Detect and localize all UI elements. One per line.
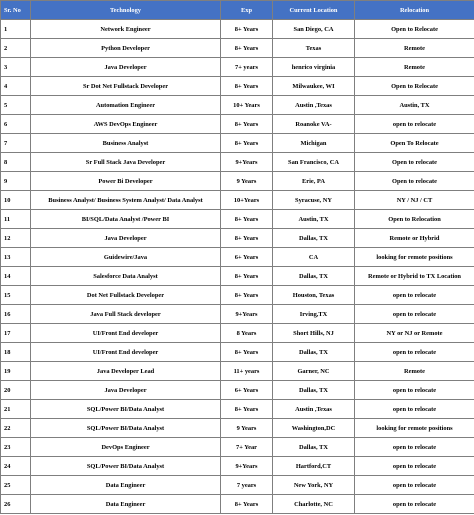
cell-exp: 6+ Years — [221, 248, 273, 267]
table-row — [1, 438, 474, 457]
table-header — [1, 1, 474, 20]
cell-current-location: New York, NY — [273, 476, 355, 495]
cell-sr-no: 9 — [1, 172, 31, 191]
cell-technology: SQL/Power BI/Data Analyst — [31, 457, 221, 476]
cell-exp: 8+ Years — [221, 267, 273, 286]
cell-relocation: open to relocate — [355, 381, 474, 400]
table-row — [1, 115, 474, 134]
cell-sr-no: 26 — [1, 495, 31, 514]
cell-sr-no: 5 — [1, 96, 31, 115]
table-row — [1, 172, 474, 191]
cell-relocation: Remote — [355, 39, 474, 58]
cell-technology: Network Engineer — [31, 20, 221, 39]
header-technology: Technology — [31, 1, 221, 20]
header-exp: Exp — [221, 1, 273, 20]
table-row — [1, 305, 474, 324]
table-row — [1, 267, 474, 286]
cell-sr-no: 16 — [1, 305, 31, 324]
cell-relocation: open to relocate — [355, 115, 474, 134]
cell-technology: Java Full Stack developer — [31, 305, 221, 324]
cell-relocation: Remote — [355, 362, 474, 381]
cell-exp: 11+ years — [221, 362, 273, 381]
cell-sr-no: 24 — [1, 457, 31, 476]
cell-technology: Data Engineer — [31, 476, 221, 495]
cell-technology: Sr Dot Net Fullstack Developer — [31, 77, 221, 96]
cell-sr-no: 6 — [1, 115, 31, 134]
cell-technology: Data Engineer — [31, 495, 221, 514]
table-row — [1, 77, 474, 96]
table-row — [1, 343, 474, 362]
cell-sr-no: 1 — [1, 20, 31, 39]
cell-sr-no: 10 — [1, 191, 31, 210]
cell-technology: Dot Net Fullstack Developer — [31, 286, 221, 305]
cell-relocation: looking for remote positions — [355, 419, 474, 438]
cell-sr-no: 14 — [1, 267, 31, 286]
cell-current-location: Texas — [273, 39, 355, 58]
cell-relocation: Remote or Hybrid to TX Location — [355, 267, 474, 286]
cell-exp: 8+ Years — [221, 134, 273, 153]
cell-exp: 8+ Years — [221, 229, 273, 248]
cell-current-location: Milwaukee, WI — [273, 77, 355, 96]
cell-sr-no: 15 — [1, 286, 31, 305]
cell-relocation: Open to Relocate — [355, 77, 474, 96]
table-row — [1, 248, 474, 267]
cell-relocation: Open to relocate — [355, 172, 474, 191]
cell-exp: 9 Years — [221, 172, 273, 191]
cell-technology: Java Developer — [31, 229, 221, 248]
cell-exp: 8+ Years — [221, 39, 273, 58]
cell-current-location: San Francisco, CA — [273, 153, 355, 172]
cell-sr-no: 23 — [1, 438, 31, 457]
cell-current-location: henrico virginia — [273, 58, 355, 77]
table-row — [1, 96, 474, 115]
cell-current-location: Erie, PA — [273, 172, 355, 191]
cell-technology: UI/Front End developer — [31, 343, 221, 362]
cell-relocation: open to relocate — [355, 476, 474, 495]
cell-technology: AWS DevOps Engineer — [31, 115, 221, 134]
cell-relocation: open to relocate — [355, 438, 474, 457]
cell-technology: SQL/Power BI/Data Analyst — [31, 400, 221, 419]
table-row — [1, 362, 474, 381]
cell-relocation: open to relocate — [355, 286, 474, 305]
cell-current-location: Syracuse, NY — [273, 191, 355, 210]
cell-sr-no: 18 — [1, 343, 31, 362]
cell-sr-no: 2 — [1, 39, 31, 58]
cell-exp: 9+Years — [221, 305, 273, 324]
cell-relocation: Remote or Hybrid — [355, 229, 474, 248]
cell-current-location: Houston, Texas — [273, 286, 355, 305]
cell-exp: 8 Years — [221, 324, 273, 343]
cell-sr-no: 19 — [1, 362, 31, 381]
cell-technology: BI/SQL/Data Analyst /Power BI — [31, 210, 221, 229]
table-row — [1, 286, 474, 305]
table-row — [1, 495, 474, 514]
cell-relocation: NY / NJ / CT — [355, 191, 474, 210]
cell-relocation: Open To Relocate — [355, 134, 474, 153]
cell-sr-no: 22 — [1, 419, 31, 438]
cell-sr-no: 21 — [1, 400, 31, 419]
cell-exp: 9+Years — [221, 457, 273, 476]
cell-current-location: Dallas, TX — [273, 229, 355, 248]
cell-current-location: Charlotte, NC — [273, 495, 355, 514]
cell-relocation: open to relocate — [355, 343, 474, 362]
cell-exp: 7+ years — [221, 58, 273, 77]
header-current-location: Current Location — [273, 1, 355, 20]
cell-exp: 8+ Years — [221, 20, 273, 39]
cell-relocation: open to relocate — [355, 495, 474, 514]
cell-technology: SQL/Power BI/Data Analyst — [31, 419, 221, 438]
table-row — [1, 419, 474, 438]
header-row — [1, 1, 474, 20]
cell-current-location: Dallas, TX — [273, 343, 355, 362]
cell-technology: Guidewire/Java — [31, 248, 221, 267]
cell-current-location: Dallas, TX — [273, 267, 355, 286]
table-row — [1, 476, 474, 495]
cell-exp: 8+ Years — [221, 286, 273, 305]
header-sr-no: Sr. No — [1, 1, 31, 20]
cell-relocation: open to relocate — [355, 457, 474, 476]
table-row — [1, 39, 474, 58]
cell-technology: UI/Front End developer — [31, 324, 221, 343]
table-row — [1, 210, 474, 229]
cell-relocation: Remote — [355, 58, 474, 77]
cell-relocation: Austin, TX — [355, 96, 474, 115]
cell-technology: Power Bi Developer — [31, 172, 221, 191]
cell-relocation: Open to relocate — [355, 153, 474, 172]
cell-current-location: CA — [273, 248, 355, 267]
cell-technology: Business Analyst — [31, 134, 221, 153]
cell-relocation: NY or NJ or Remote — [355, 324, 474, 343]
cell-sr-no: 4 — [1, 77, 31, 96]
cell-exp: 8+ Years — [221, 495, 273, 514]
cell-sr-no: 7 — [1, 134, 31, 153]
cell-current-location: Washington,DC — [273, 419, 355, 438]
cell-current-location: Short Hills, NJ — [273, 324, 355, 343]
table-row — [1, 191, 474, 210]
cell-exp: 8+ Years — [221, 115, 273, 134]
cell-current-location: Michigan — [273, 134, 355, 153]
table-body — [1, 20, 474, 514]
cell-exp: 8+ Years — [221, 210, 273, 229]
cell-exp: 8+ Years — [221, 343, 273, 362]
cell-current-location: Irving,TX — [273, 305, 355, 324]
table-row — [1, 324, 474, 343]
cell-relocation: Open to Relocation — [355, 210, 474, 229]
cell-exp: 7+ Year — [221, 438, 273, 457]
cell-exp: 7 years — [221, 476, 273, 495]
table-row — [1, 134, 474, 153]
cell-sr-no: 12 — [1, 229, 31, 248]
cell-exp: 10+Years — [221, 191, 273, 210]
header-relocation: Relocation — [355, 1, 474, 20]
table-row — [1, 20, 474, 39]
cell-current-location: Hartford,CT — [273, 457, 355, 476]
cell-current-location: Austin, TX — [273, 210, 355, 229]
cell-technology: Sr Full Stack Java Developer — [31, 153, 221, 172]
cell-technology: Java Developer Lead — [31, 362, 221, 381]
cell-relocation: Open to Relocate — [355, 20, 474, 39]
cell-sr-no: 3 — [1, 58, 31, 77]
table-row — [1, 457, 474, 476]
cell-current-location: Roanoke VA- — [273, 115, 355, 134]
cell-exp: 8+ Years — [221, 77, 273, 96]
cell-sr-no: 13 — [1, 248, 31, 267]
cell-technology: Business Analyst/ Business System Analyst/ Data Analyst — [31, 191, 221, 210]
table-row — [1, 58, 474, 77]
cell-current-location: San Diego, CA — [273, 20, 355, 39]
table-row — [1, 400, 474, 419]
cell-current-location: Austin ,Texas — [273, 96, 355, 115]
cell-exp: 10+ Years — [221, 96, 273, 115]
cell-exp: 8+ Years — [221, 400, 273, 419]
cell-current-location: Austin ,Texas — [273, 400, 355, 419]
cell-sr-no: 17 — [1, 324, 31, 343]
cell-sr-no: 11 — [1, 210, 31, 229]
cell-sr-no: 25 — [1, 476, 31, 495]
cell-exp: 9+Years — [221, 153, 273, 172]
cell-relocation: looking for remote positions — [355, 248, 474, 267]
table-row — [1, 381, 474, 400]
table-row — [1, 153, 474, 172]
cell-exp: 6+ Years — [221, 381, 273, 400]
table-row — [1, 229, 474, 248]
cell-technology: Java Developer — [31, 381, 221, 400]
cell-relocation: open to relocate — [355, 400, 474, 419]
cell-sr-no: 8 — [1, 153, 31, 172]
cell-technology: Python Developer — [31, 39, 221, 58]
cell-technology: Automation Engineer — [31, 96, 221, 115]
cell-technology: Salesforce Data Analyst — [31, 267, 221, 286]
cell-sr-no: 20 — [1, 381, 31, 400]
cell-technology: DevOps Engineer — [31, 438, 221, 457]
cell-technology: Java Developer — [31, 58, 221, 77]
cell-current-location: Garner, NC — [273, 362, 355, 381]
cell-current-location: Dallas, TX — [273, 438, 355, 457]
cell-exp: 9 Years — [221, 419, 273, 438]
cell-relocation: open to relocate — [355, 305, 474, 324]
cell-current-location: Dallas, TX — [273, 381, 355, 400]
